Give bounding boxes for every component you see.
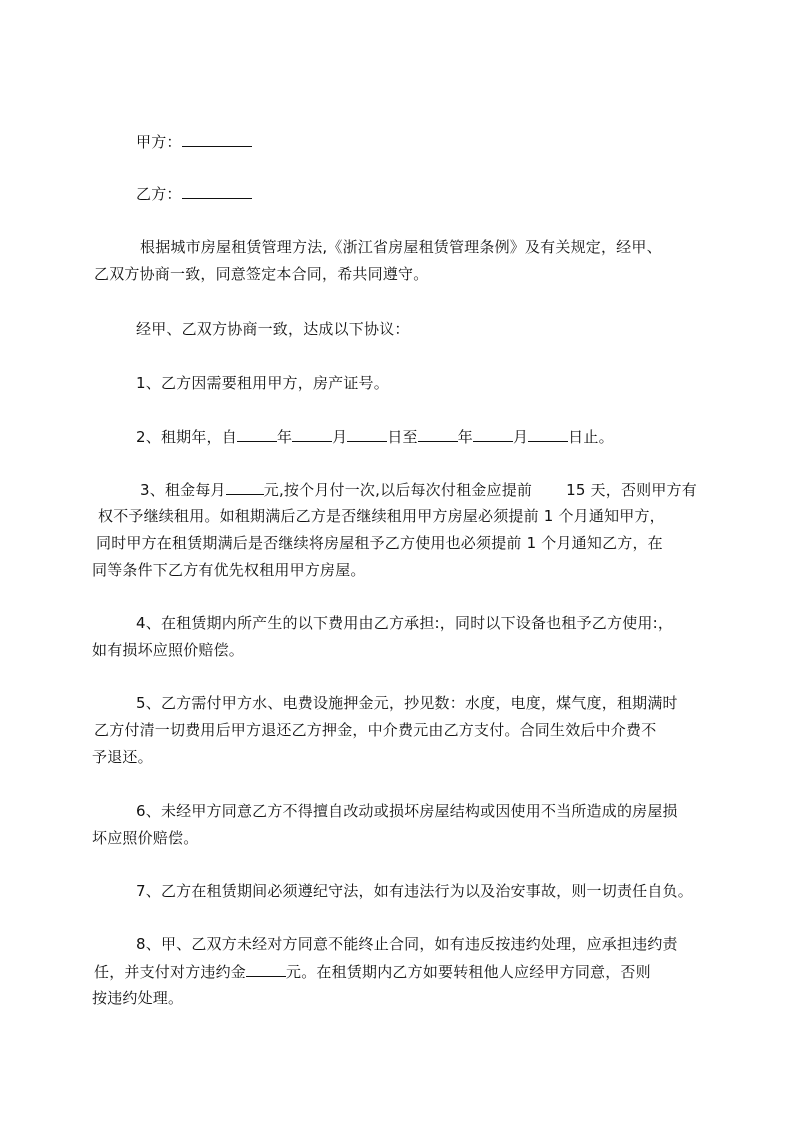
blank-monthly-rent (226, 480, 264, 495)
clause-8-text: 任，并支付对方违约金 (94, 963, 247, 981)
party-a-blank (182, 132, 252, 147)
clause-3-line-1 (140, 480, 697, 499)
clause-5-line-1: 5、乙方需付甲方水、电费设施押金元，抄见数：水度，电度，煤气度，租期满时 (136, 694, 678, 712)
blank-start-year (237, 427, 277, 442)
party-a-label: 甲方： (136, 133, 182, 151)
preamble-line-2: 乙双方协商一致，同意签定本合同，希共同遵守。 (94, 265, 429, 283)
blank-start-day (347, 427, 387, 442)
clause-2-text: 月 (512, 428, 529, 446)
intro-line: 经甲、乙双方协商一致，达成以下协议： (136, 320, 410, 338)
clause-2-text: 月 (332, 428, 348, 446)
blank-start-month (292, 427, 332, 442)
clause-3-line-3: 同时甲方在租赁期满后是否继续将房屋租予乙方使用也必须提前 1 个月通知乙方，在 (96, 534, 663, 552)
clause-3-line-2: 权不予继续租用。如租期满后乙方是否继续租用甲方房屋必须提前 1 个月通知甲方， (98, 507, 665, 525)
blank-end-day (528, 427, 568, 442)
preamble-line-1: 根据城市房屋租赁管理方法,《浙江省房屋租赁管理条例》及有关规定，经甲、 (140, 238, 662, 256)
clause-8-line-3: 按违约处理。 (92, 989, 184, 1007)
clause-2-line-1 (136, 427, 614, 446)
clause-4-line-2: 如有损坏应照价赔偿。 (92, 641, 245, 659)
clause-2-text: 2、租期年，自 (136, 428, 237, 446)
clause-2-text: 日至 (387, 428, 418, 446)
clause-3-text: 3、租金每月 (140, 481, 226, 499)
clause-3-text: 15 天，否则甲方有 (566, 481, 697, 499)
blank-end-year (418, 427, 458, 442)
clause-3-line-4: 同等条件下乙方有优先权租用甲方房屋。 (92, 561, 366, 579)
clause-8-line-1: 8、甲、乙双方未经对方同意不能终止合同，如有违反按违约处理，应承担违约责 (136, 935, 678, 953)
clause-4-line-1: 4、在租赁期内所产生的以下费用由乙方承担:，同时以下设备也租予乙方使用:， (136, 614, 674, 632)
clause-8-line-2 (94, 962, 651, 981)
clause-8-text: 元。在租赁期内乙方如要转租他人应经甲方同意，否则 (286, 963, 651, 981)
clause-6-line-1: 6、未经甲方同意乙方不得擅自改动或损坏房屋结构或因使用不当所造成的房屋损 (136, 802, 678, 820)
clause-5-line-2: 乙方付清一切费用后甲方退还乙方押金，中介费元由乙方支付。合同生效后中介费不 (94, 721, 657, 739)
party-b-label: 乙方： (136, 185, 182, 203)
party-b-line (136, 184, 252, 203)
party-b-blank (182, 184, 252, 199)
blank-end-month (473, 427, 513, 442)
clause-5-line-3: 予退还。 (92, 748, 153, 766)
blank-penalty-amount (246, 962, 286, 977)
party-a-line (136, 132, 252, 151)
clause-3-text: 元,按个月付一次,以后每次付租金应提前 (263, 481, 533, 499)
clause-7-line-1: 7、乙方在租赁期间必须遵纪守法，如有违法行为以及治安事故，则一切责任自负。 (136, 882, 693, 900)
clause-6-line-2: 坏应照价赔偿。 (92, 829, 199, 847)
clause-2-text: 日止。 (568, 428, 614, 446)
clause-2-text: 年 (276, 428, 293, 446)
clause-1-line-1: 1、乙方因需要租用甲方，房产证号。 (136, 374, 389, 392)
clause-2-text: 年 (457, 428, 473, 446)
